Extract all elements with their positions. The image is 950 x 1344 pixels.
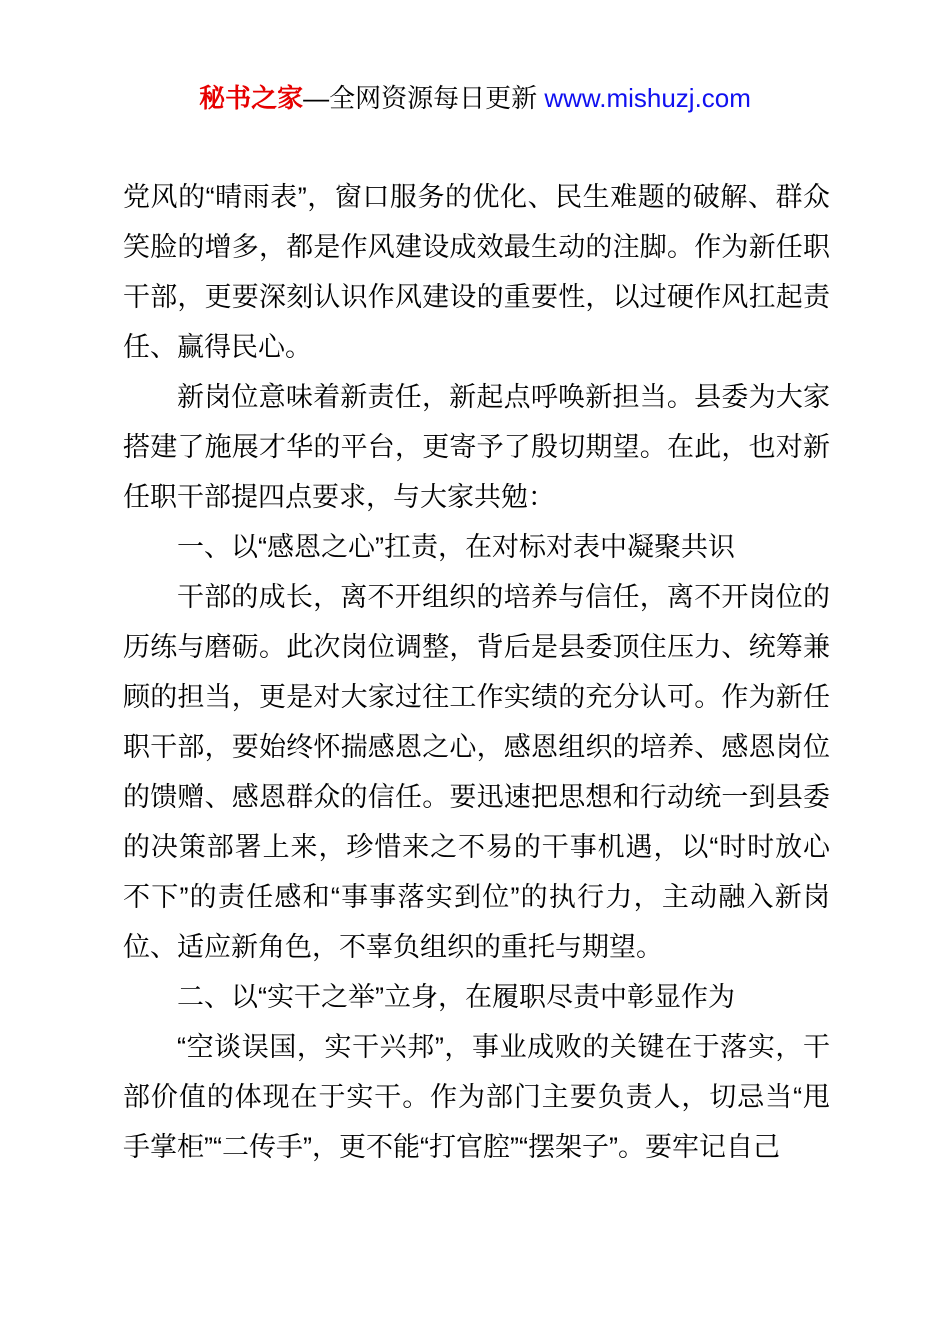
paragraph: 新岗位意味着新责任，新起点呼唤新担当。县委为大家搭建了施展才华的平台，更寄予了殷切期望。在此，也对新任职干部提四点要求，与大家共勉： (123, 382, 830, 512)
section-heading: 二、以“实干之举”立身，在履职尽责中彰显作为 (177, 982, 735, 1012)
paragraph: 干部的成长，离不开组织的培养与信任，离不开岗位的历练与磨砺。此次岗位调整，背后是县委顶住压力、统筹兼顾的担当，更是对大家过往工作实绩的充分认可。作为新任职干部，要始终怀揣感恩之心，感恩组织的培养、感恩岗位的馈赠、感恩群众的信任。要迅速把思想和行动统一到县委的决策部署上来，珍惜来之不易的干事机遇，以“时时放心不下”的责任感和“事事落实到位”的执行力，主动融入新岗位、适应新角色，不辜负组织的重托与期望。 (123, 582, 830, 962)
site-name: 秘书之家 (199, 83, 304, 113)
site-url-link[interactable]: www.mishuzj.com (544, 83, 751, 113)
paragraph: 党风的“晴雨表”，窗口服务的优化、民生难题的破解、群众笑脸的增多，都是作风建设成效最生动的注脚。作为新任职干部，更要深刻认识作风建设的重要性，以过硬作风扛起责任、赢得民心。 (123, 182, 830, 362)
document-body (123, 172, 830, 1172)
site-header (0, 82, 950, 115)
section-heading: 一、以“感恩之心”扛责，在对标对表中凝聚共识 (177, 532, 735, 562)
paragraph: “空谈误国，实干兴邦”，事业成败的关键在于落实，干部价值的体现在于实干。作为部门主要负责人，切忌当“甩手掌柜”“二传手”，更不能“打官腔”“摆架子”。要牢记自己 (123, 1032, 830, 1162)
site-tagline: —全网资源每日更新 (303, 83, 545, 113)
